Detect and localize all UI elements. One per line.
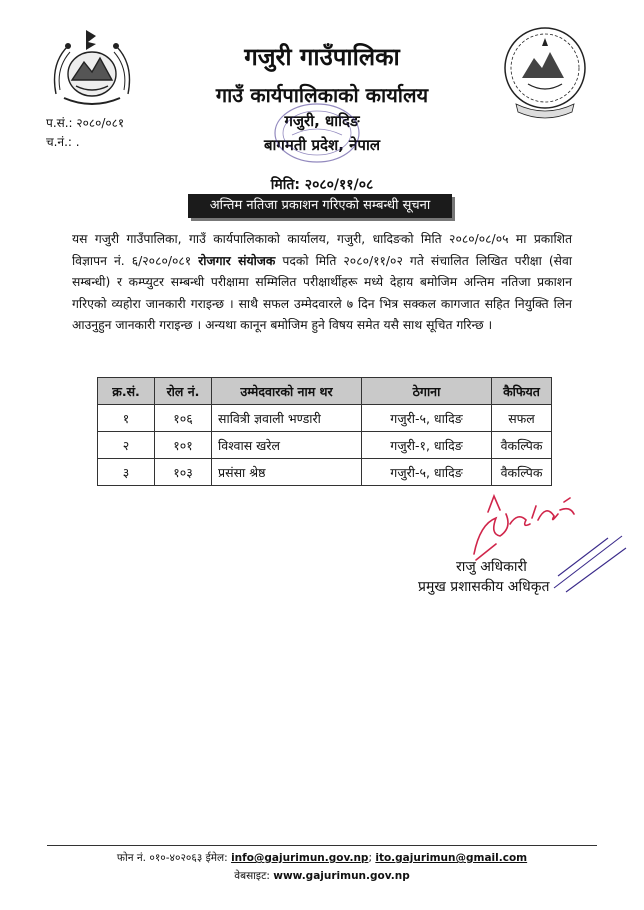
cell-remarks: सफल bbox=[492, 405, 552, 432]
cell-name: सावित्री ज्ञवाली भण्डारी bbox=[212, 405, 362, 432]
table-row bbox=[98, 405, 552, 432]
footer-email-1[interactable]: info@gajurimun.gov.np bbox=[231, 852, 369, 864]
cell-address: गजुरी-५, धादिङ bbox=[362, 459, 492, 486]
body-part-1: यस गजुरी गाउँपालिका, गाउँ कार्यपालिकाको कार्यालय, गजुरी, धादिङको मिति २०८०/०८/०५ मा प्रकाशित विज्ञापन नं. ६/२०८०/०८१ bbox=[72, 232, 572, 268]
footer-separator: ; bbox=[368, 852, 372, 864]
cell-address: गजुरी-५, धादिङ bbox=[362, 405, 492, 432]
notice-body bbox=[72, 229, 572, 337]
cell-roll: १०१ bbox=[155, 432, 212, 459]
cell-roll: १०६ bbox=[155, 405, 212, 432]
cell-roll: १०३ bbox=[155, 459, 212, 486]
cell-serial: ३ bbox=[98, 459, 155, 486]
table-header-row bbox=[98, 378, 552, 405]
footer-website-label: वेबसाइट: bbox=[234, 870, 270, 882]
municipality-name: गजुरी गाउँपालिका bbox=[244, 43, 400, 71]
header-remarks: कैफियत bbox=[492, 378, 552, 405]
header-serial: क्र.सं. bbox=[98, 378, 155, 405]
cell-serial: १ bbox=[98, 405, 155, 432]
signer-name: राजु अधिकारी bbox=[456, 559, 527, 575]
officer-stamp-icon bbox=[548, 526, 630, 594]
municipality-logo-icon bbox=[502, 24, 588, 120]
signer-title: प्रमुख प्रशासकीय अधिकृत bbox=[418, 579, 550, 595]
province-name: बागमती प्रदेश, नेपाल bbox=[263, 136, 381, 154]
footer-website-line bbox=[0, 869, 644, 883]
cell-address: गजुरी-१, धादिङ bbox=[362, 432, 492, 459]
dispatch-number: च.नं.: . bbox=[46, 135, 80, 149]
header-address: ठेगाना bbox=[362, 378, 492, 405]
office-location: गजुरी, धादिङ bbox=[284, 112, 360, 130]
cell-serial: २ bbox=[98, 432, 155, 459]
body-part-2: पदको मिति २०८०/११/०२ गते संचालित लिखित परीक्षा (सेवा सम्बन्धी) र कम्प्युटर सम्बन्धी परीक्षामा सम्मिलित परीक्षार्थीहरू मध्ये देहाय बमोजिम अन्तिम नतिजा प्रकाशन गरिएको व्यहोरा जानकारी गराइन्छ । साथै सफल उम्मेदवारले ७ दिन भित्र सक्कल कागजात सहित नियुक्ति लिन आउनुहुन जानकारी गराइन्छ । अन्यथा कानून बमोजिम हुने विषय समेत यसै साथ सूचित गरिन्छ । bbox=[72, 253, 572, 332]
footer-contact bbox=[0, 851, 644, 865]
cell-remarks: वैकल्पिक bbox=[492, 459, 552, 486]
table-row bbox=[98, 432, 552, 459]
cell-name: विश्वास खरेल bbox=[212, 432, 362, 459]
footer-divider bbox=[47, 845, 597, 846]
footer-email-2[interactable]: ito.gajurimun@gmail.com bbox=[375, 852, 528, 864]
notice-date: मिति: २०८०/११/०८ bbox=[270, 177, 374, 193]
footer-website[interactable]: www.gajurimun.gov.np bbox=[273, 870, 410, 882]
table-row bbox=[98, 459, 552, 486]
office-stamp-icon bbox=[272, 101, 362, 165]
header-name: उम्मेदवारको नाम थर bbox=[212, 378, 362, 405]
results-table bbox=[97, 377, 552, 486]
cell-name: प्रसंसा श्रेष्ठ bbox=[212, 459, 362, 486]
post-name: रोजगार संयोजक bbox=[198, 253, 276, 268]
fiscal-year-reference: प.सं.: २०८०/०८१ bbox=[46, 116, 125, 130]
notice-subject: अन्तिम नतिजा प्रकाशन गरिएको सम्बन्धी सूचना bbox=[188, 194, 452, 218]
header-roll: रोल नं. bbox=[155, 378, 212, 405]
cell-remarks: वैकल्पिक bbox=[492, 432, 552, 459]
footer-phone: फोन नं. ०१०-४०२०६३ ईमेल: bbox=[116, 852, 228, 864]
office-name: गाउँ कार्यपालिकाको कार्यालय bbox=[215, 83, 429, 107]
